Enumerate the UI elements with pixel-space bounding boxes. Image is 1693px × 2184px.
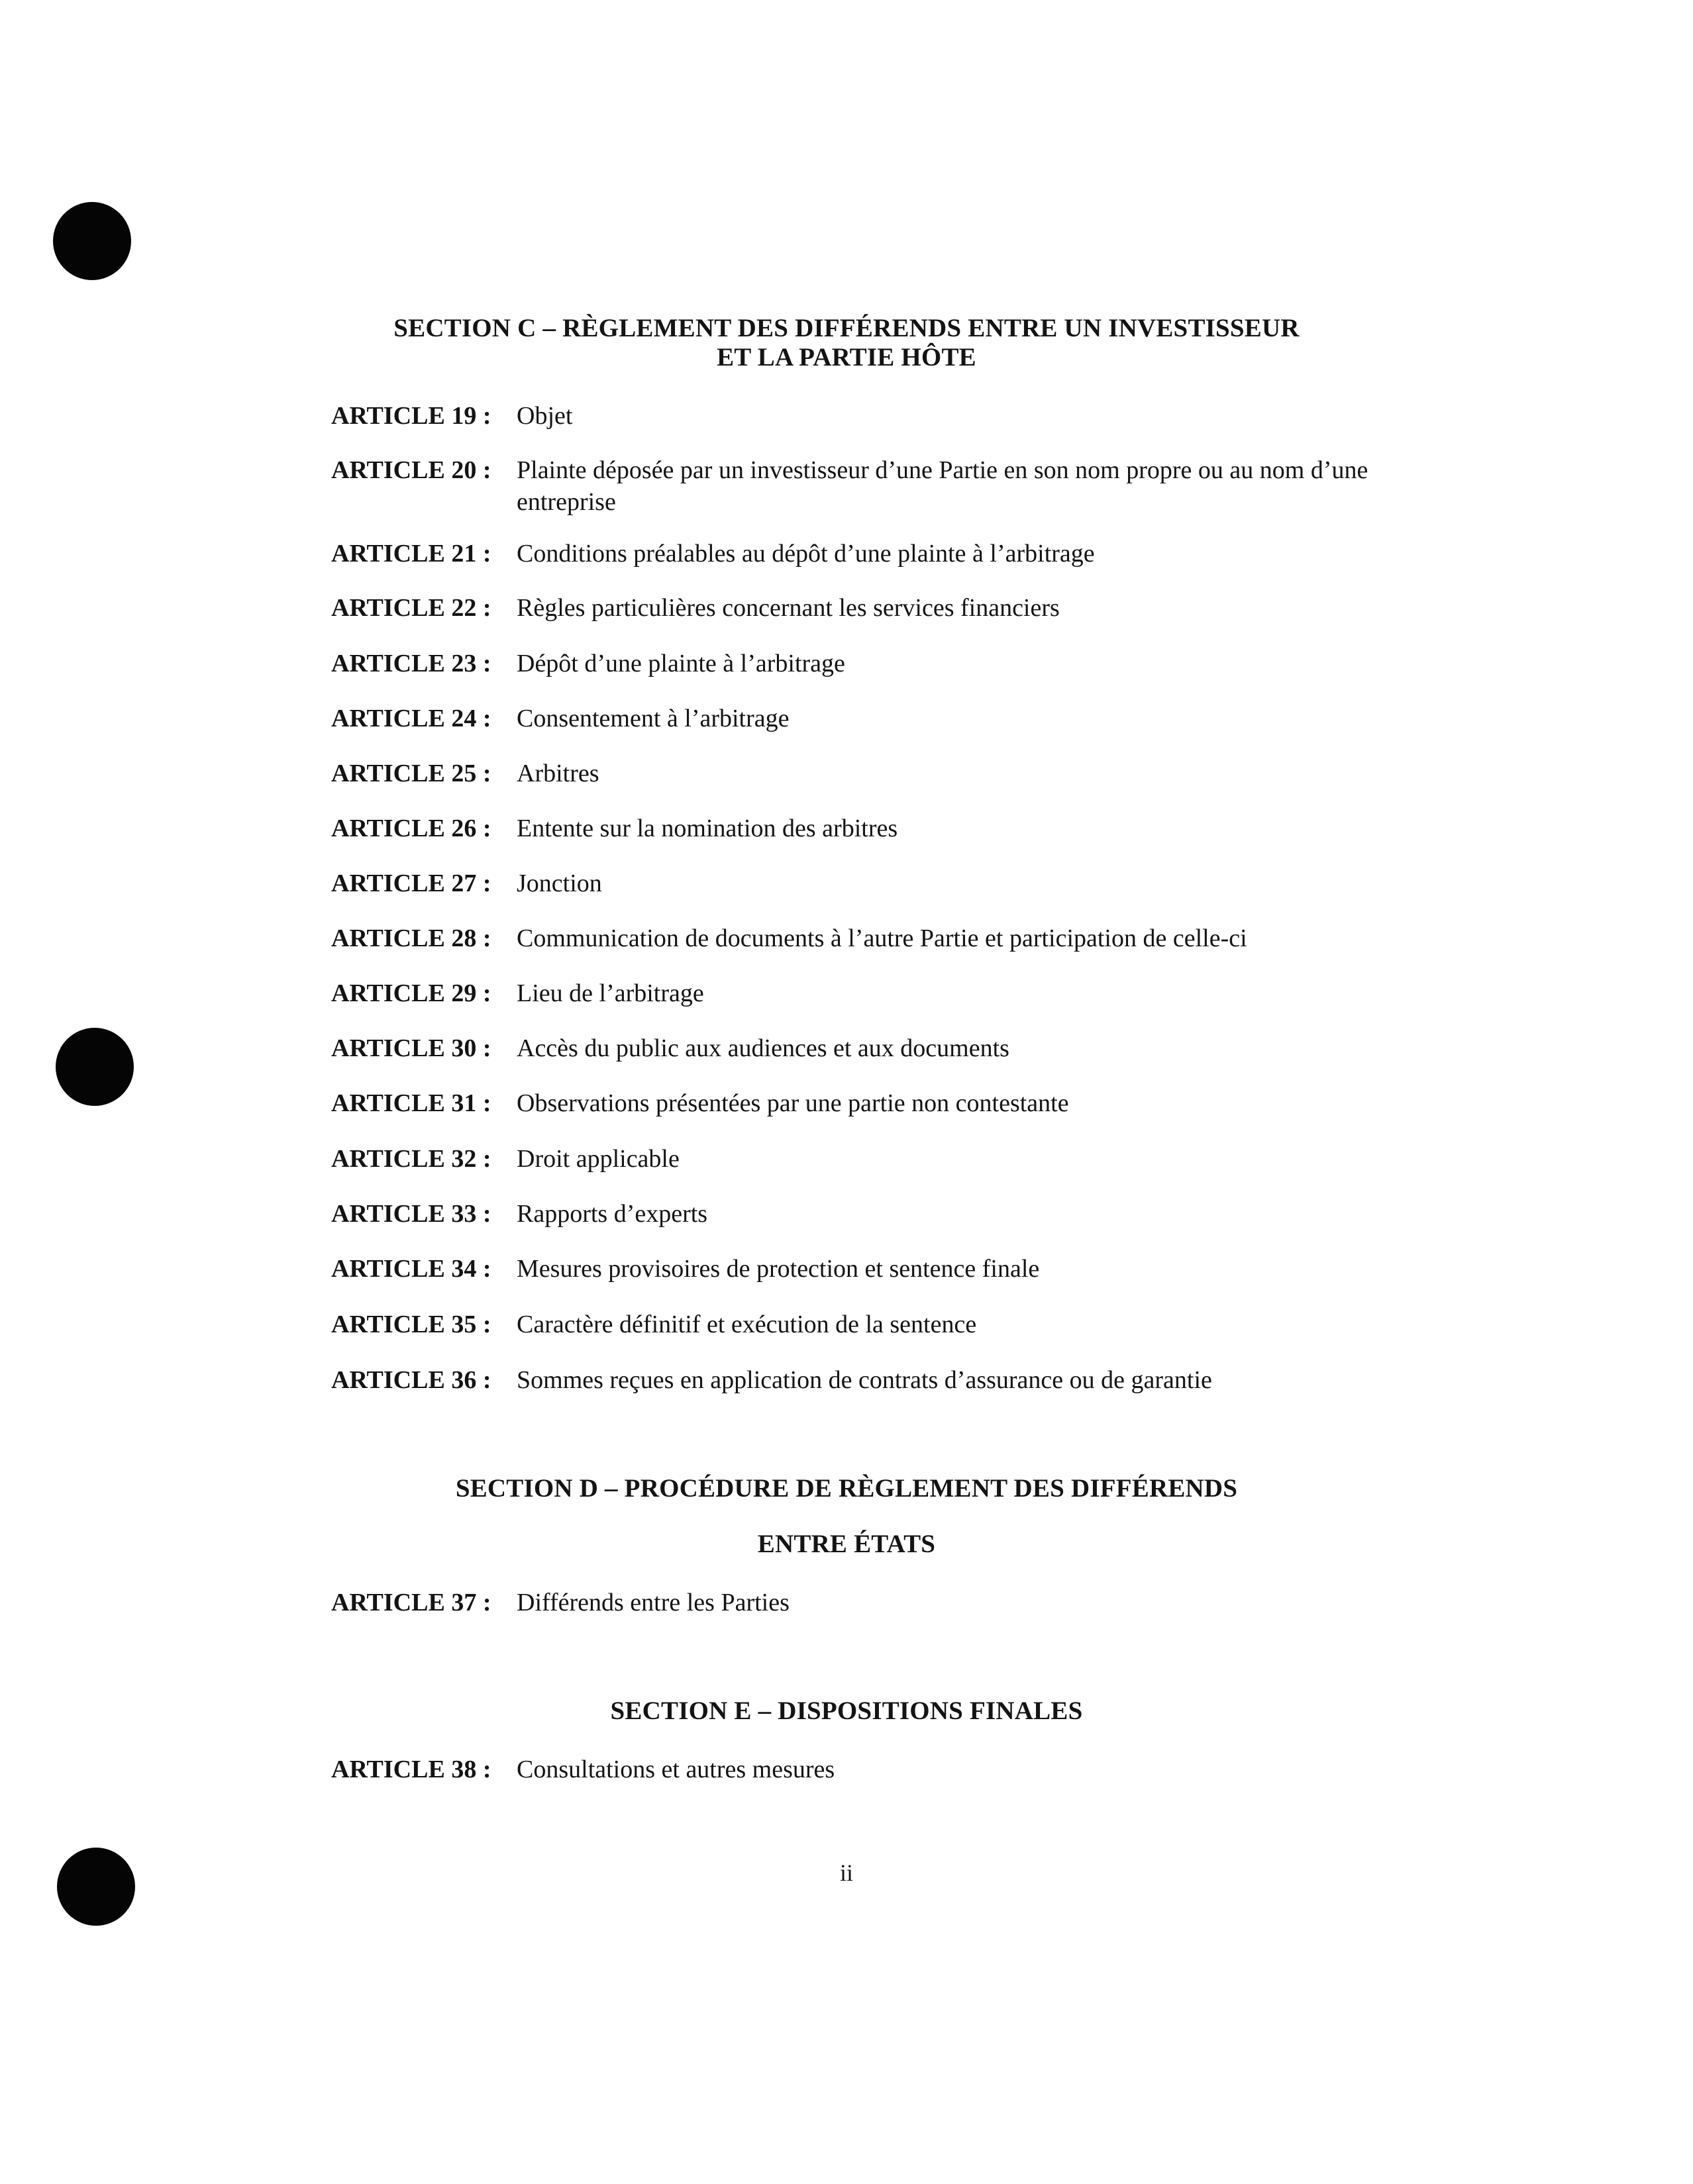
article-title: Droit applicable (517, 1145, 680, 1173)
section-c-heading-line1: SECTION C – RÈGLEMENT DES DIFFÉRENDS ENTRE UN INVESTISSEUR (393, 314, 1300, 342)
article-label: ARTICLE 26 : (331, 815, 491, 842)
article-title: Caractère définitif et exécution de la sentence (517, 1311, 977, 1338)
article-title: Consultations et autres mesures (517, 1756, 835, 1783)
article-label: ARTICLE 33 : (331, 1200, 491, 1228)
article-title: Sommes reçues en application de contrats d’assurance ou de garantie (517, 1366, 1212, 1394)
article-title: Dépôt d’une plainte à l’arbitrage (517, 650, 845, 677)
article-label: ARTICLE 31 : (331, 1089, 491, 1117)
article-title: Consentement à l’arbitrage (517, 705, 790, 732)
page-number: ii (839, 1860, 853, 1886)
article-title: Plainte déposée par un investisseur d’une Partie en son nom propre ou au nom d’une entreprise (517, 456, 1368, 516)
article-title: Observations présentées par une partie non contestante (517, 1089, 1069, 1117)
article-label: ARTICLE 28 : (331, 924, 491, 952)
section-d-heading-line1: SECTION D – PROCÉDURE DE RÈGLEMENT DES DIFFÉRENDS (455, 1474, 1238, 1503)
article-label: ARTICLE 37 : (331, 1589, 491, 1616)
article-title: Conditions préalables au dépôt d’une plainte à l’arbitrage (517, 540, 1095, 568)
article-label: ARTICLE 20 : (331, 456, 491, 484)
article-label: ARTICLE 23 : (331, 650, 491, 677)
article-title: Arbitres (517, 760, 599, 787)
article-label: ARTICLE 25 : (331, 760, 491, 787)
article-title: Différends entre les Parties (517, 1589, 790, 1616)
article-label: ARTICLE 22 : (331, 594, 491, 622)
article-label: ARTICLE 34 : (331, 1255, 491, 1283)
article-label: ARTICLE 27 : (331, 869, 491, 897)
article-title: Règles particulières concernant les services financiers (517, 594, 1060, 622)
article-label: ARTICLE 36 : (331, 1366, 491, 1394)
binder-hole-middle (56, 1028, 134, 1106)
article-title: Jonction (517, 869, 602, 897)
section-d-heading-line2: ENTRE ÉTATS (757, 1530, 936, 1558)
article-label: ARTICLE 29 : (331, 979, 491, 1007)
article-title: Entente sur la nomination des arbitres (517, 815, 898, 842)
article-title: Lieu de l’arbitrage (517, 979, 704, 1007)
article-title: Accès du public aux audiences et aux documents (517, 1034, 1009, 1062)
article-label: ARTICLE 24 : (331, 705, 491, 732)
article-title: Mesures provisoires de protection et sentence finale (517, 1255, 1040, 1283)
article-label: ARTICLE 30 : (331, 1034, 491, 1062)
article-title: Communication de documents à l’autre Partie et participation de celle-ci (517, 924, 1247, 952)
article-label: ARTICLE 21 : (331, 540, 491, 568)
article-title: Rapports d’experts (517, 1200, 708, 1228)
article-title: Objet (517, 402, 573, 430)
section-c-heading-line2: ET LA PARTIE HÔTE (717, 343, 976, 372)
article-label: ARTICLE 19 : (331, 402, 491, 430)
article-label: ARTICLE 38 : (331, 1756, 491, 1783)
section-e-heading: SECTION E – DISPOSITIONS FINALES (610, 1697, 1083, 1725)
article-label: ARTICLE 35 : (331, 1311, 491, 1338)
binder-hole-top (53, 202, 131, 280)
article-label: ARTICLE 32 : (331, 1145, 491, 1173)
